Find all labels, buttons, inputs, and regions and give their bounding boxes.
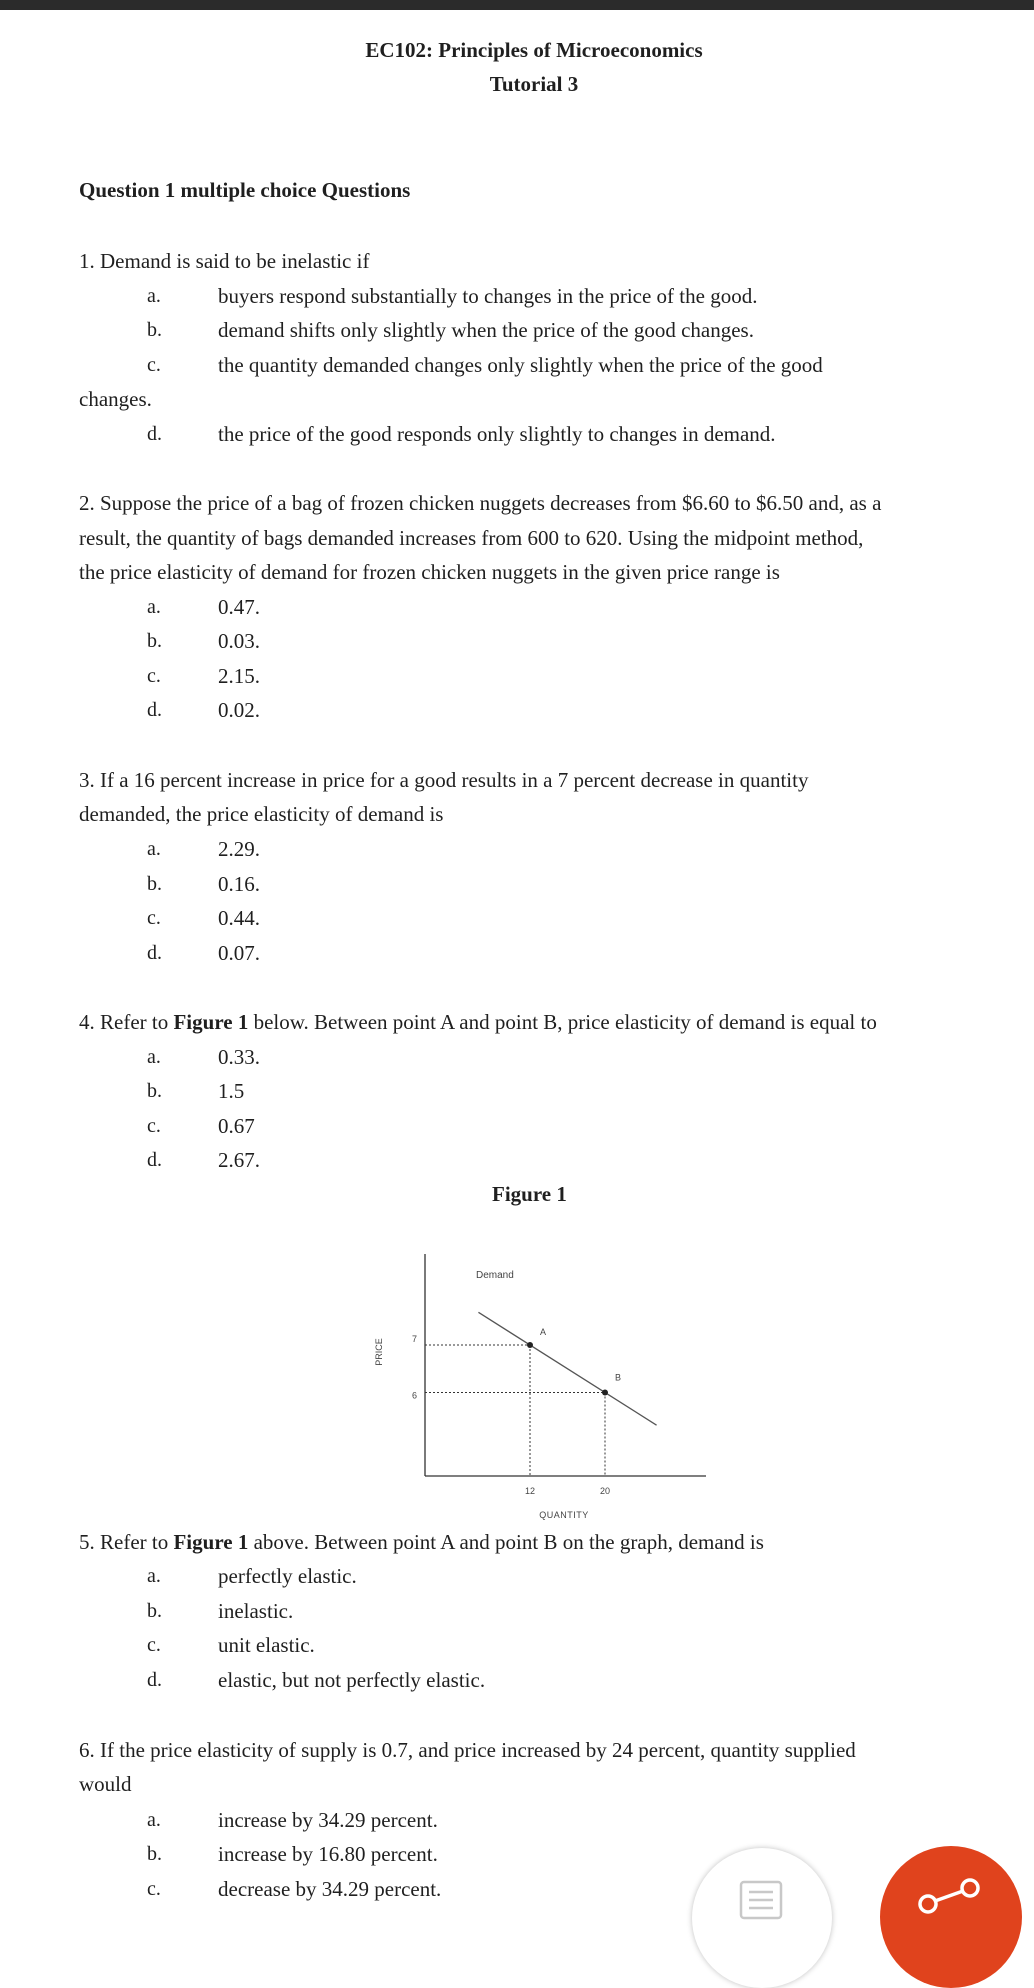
q1-option-b-letter: b. xyxy=(147,319,162,341)
list-icon xyxy=(739,1880,783,1920)
question-4-stem xyxy=(79,1008,877,1036)
q3-option-c-letter: c. xyxy=(147,907,161,929)
q6-option-b: increase by 16.80 percent. xyxy=(218,1842,438,1866)
q2-option-a: 0.47. xyxy=(218,595,260,619)
point-b xyxy=(602,1390,608,1396)
x-tick-12: 12 xyxy=(524,1486,536,1496)
share-icon xyxy=(916,1876,986,1916)
q2-option-c: 2.15. xyxy=(218,664,260,688)
top-bar xyxy=(0,0,1034,10)
question-1-stem: 1. Demand is said to be inelastic if xyxy=(79,249,370,273)
question-6-stem-line-1: 6. If the price elasticity of supply is 0.7, and price increased by 24 percent, quantity supplied xyxy=(79,1738,856,1762)
q3-option-b-letter: b. xyxy=(147,873,162,895)
question-3-stem-line-1: 3. If a 16 percent increase in price for a good results in a 7 percent decrease in quantity xyxy=(79,768,809,792)
q5-option-c-letter: c. xyxy=(147,1634,161,1656)
q5-option-c: unit elastic. xyxy=(218,1633,315,1657)
q6-option-a: increase by 34.29 percent. xyxy=(218,1808,438,1832)
q4-stem-post: below. Between point A and point B, price elasticity of demand is equal to xyxy=(248,1010,877,1034)
demand-label: Demand xyxy=(476,1270,514,1281)
q2-option-b-letter: b. xyxy=(147,630,162,652)
q5-option-a: perfectly elastic. xyxy=(218,1564,357,1588)
tutorial-title: Tutorial 3 xyxy=(489,72,579,96)
q4-stem-pre: 4. Refer to xyxy=(79,1010,174,1034)
q2-option-c-letter: c. xyxy=(147,665,161,687)
question-6-stem-line-2: would xyxy=(79,1772,132,1796)
q5-stem-pre: 5. Refer to xyxy=(79,1530,174,1554)
q2-option-d-letter: d. xyxy=(147,699,162,721)
q3-option-a-letter: a. xyxy=(147,838,161,860)
q5-option-b-letter: b. xyxy=(147,1600,162,1622)
x-tick-20: 20 xyxy=(599,1486,611,1496)
q1-option-a: buyers respond substantially to changes in the price of the good. xyxy=(218,284,758,308)
question-2-stem-line-1: 2. Suppose the price of a bag of frozen chicken nuggets decreases from $6.60 to $6.50 and, as a xyxy=(79,491,882,515)
question-2-stem-line-3: the price elasticity of demand for frozen chicken nuggets in the given price range is xyxy=(79,560,780,584)
q1-option-a-letter: a. xyxy=(147,285,161,307)
q2-option-b: 0.03. xyxy=(218,629,260,653)
question-2-stem-line-2: result, the quantity of bags demanded increases from 600 to 620. Using the midpoint method, xyxy=(79,526,864,550)
q4-option-c-letter: c. xyxy=(147,1115,161,1137)
q1-option-c-wrap: changes. xyxy=(79,387,152,411)
y-tick-7: 7 xyxy=(412,1334,418,1344)
q4-figure-ref: Figure 1 xyxy=(173,1010,249,1034)
q1-option-b: demand shifts only slightly when the price of the good changes. xyxy=(218,318,754,342)
point-a xyxy=(527,1342,533,1348)
q5-option-d: elastic, but not perfectly elastic. xyxy=(218,1668,486,1692)
q6-option-a-letter: a. xyxy=(147,1809,161,1831)
y-axis-label: PRICE xyxy=(374,1338,384,1366)
q1-option-c-letter: c. xyxy=(147,354,161,376)
q3-option-d: 0.07. xyxy=(218,941,260,965)
q1-option-c: the quantity demanded changes only slightly when the price of the good xyxy=(218,353,823,377)
figure-1-chart xyxy=(360,1240,720,1525)
q5-option-d-letter: d. xyxy=(147,1669,162,1691)
q1-option-d-letter: d. xyxy=(147,423,162,445)
point-b-label: B xyxy=(615,1372,622,1383)
q4-option-a-letter: a. xyxy=(147,1046,161,1068)
q3-option-b: 0.16. xyxy=(218,872,260,896)
q4-option-d: 2.67. xyxy=(218,1148,260,1172)
q4-option-b: 1.5 xyxy=(218,1079,245,1103)
q2-option-d: 0.02. xyxy=(218,698,260,722)
q1-option-d: the price of the good responds only slightly to changes in demand. xyxy=(218,422,776,446)
q6-option-c: decrease by 34.29 percent. xyxy=(218,1877,442,1901)
course-title: EC102: Principles of Microeconomics xyxy=(365,38,703,62)
q5-figure-ref: Figure 1 xyxy=(173,1530,249,1554)
question-5-stem xyxy=(79,1528,764,1556)
q4-option-b-letter: b. xyxy=(147,1080,162,1102)
q3-option-c: 0.44. xyxy=(218,906,260,930)
q6-option-b-letter: b. xyxy=(147,1843,162,1865)
q4-option-a: 0.33. xyxy=(218,1045,260,1069)
list-fab-button[interactable] xyxy=(692,1848,832,1988)
q5-stem-post: above. Between point A and point B on the graph, demand is xyxy=(248,1530,764,1554)
y-tick-6: 6 xyxy=(412,1390,418,1401)
x-axis-label: QUANTITY xyxy=(539,1510,589,1520)
question-3-stem-line-2: demanded, the price elasticity of demand is xyxy=(79,802,444,826)
demand-line xyxy=(478,1312,656,1425)
share-fab-button[interactable] xyxy=(880,1846,1022,1988)
q5-option-b: inelastic. xyxy=(218,1599,294,1623)
q3-option-a: 2.29. xyxy=(218,837,260,861)
q6-option-c-letter: c. xyxy=(147,1878,161,1900)
section-title: Question 1 multiple choice Questions xyxy=(79,178,411,202)
q3-option-d-letter: d. xyxy=(147,942,162,964)
q5-option-a-letter: a. xyxy=(147,1565,161,1587)
figure-caption: Figure 1 xyxy=(492,1182,567,1206)
q4-option-c: 0.67 xyxy=(218,1114,255,1138)
q2-option-a-letter: a. xyxy=(147,596,161,618)
point-a-label: A xyxy=(540,1327,547,1337)
q4-option-d-letter: d. xyxy=(147,1149,162,1171)
